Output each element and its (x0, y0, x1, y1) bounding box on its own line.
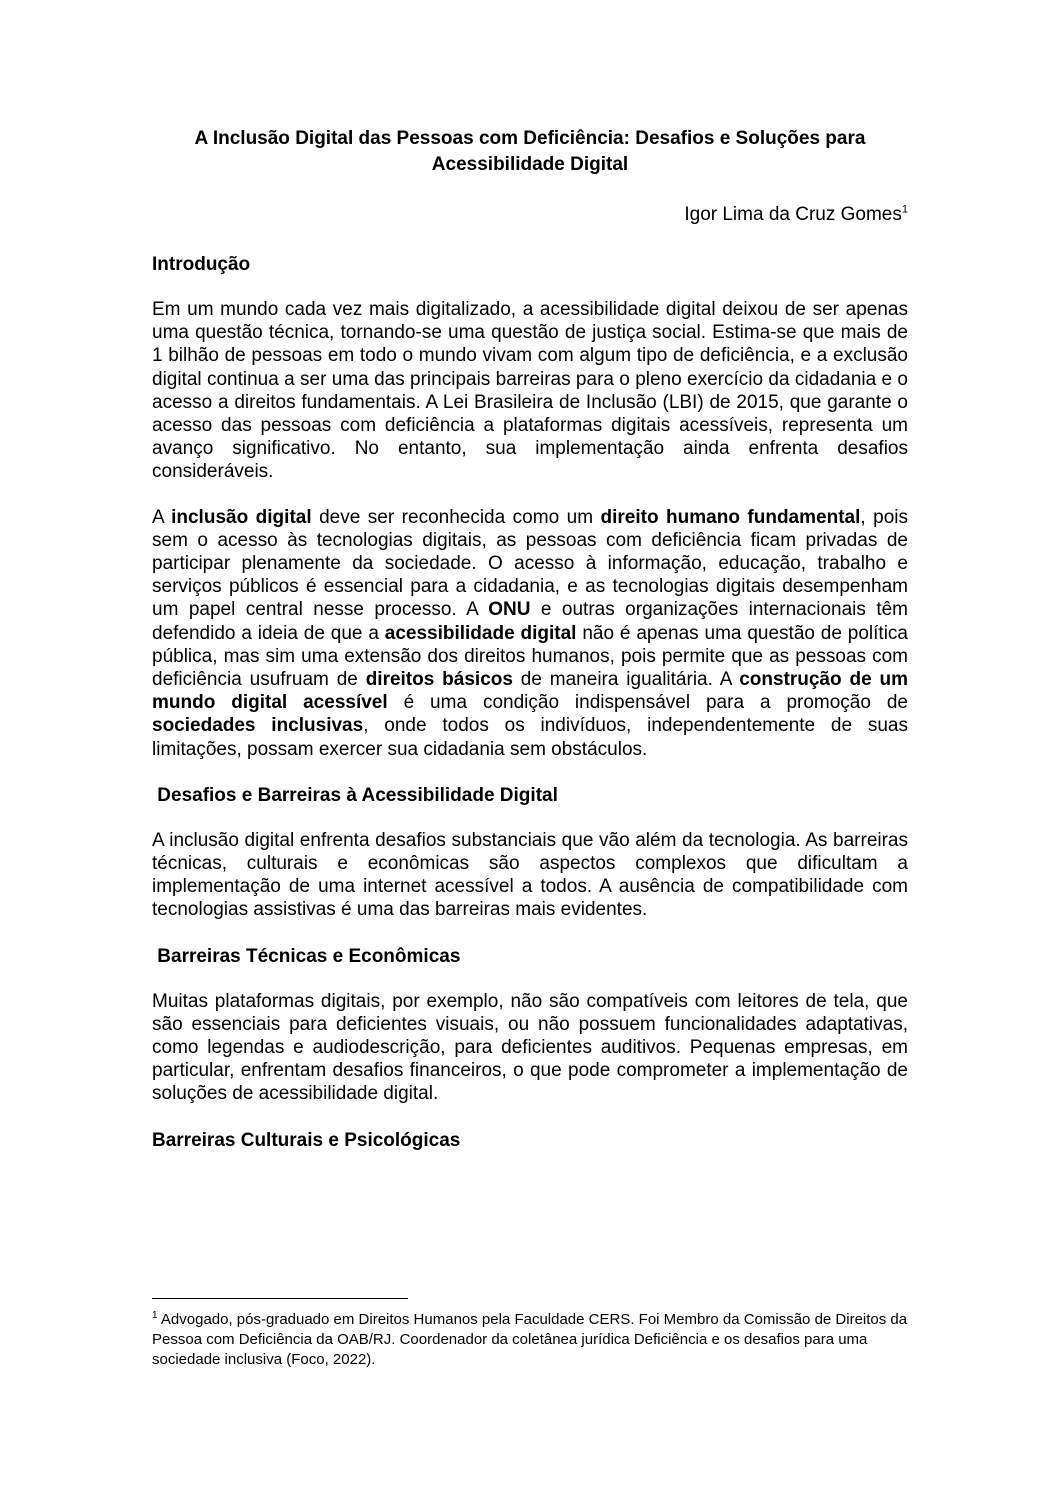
intro-paragraph-1: Em um mundo cada vez mais digitalizado, a acessibilidade digital deixou de ser apenas uma questão técnica, tornando-se uma questão de justiça social. Estima-se que mais de 1 bilhão de pessoas em todo o mundo vivam com algum tipo de deficiência, e a exclusão digital continua a ser uma das principais barreiras para o pleno exercício da cidadania e o acesso a direitos fundamentais. A Lei Brasileira de Inclusão (LBI) de 2015, que garante o acesso das pessoas com deficiência a plataformas digitais acessíveis, representa um avanço significativo. No entanto, sua implementação ainda enfrenta desafios consideráveis. (152, 299, 908, 483)
text-run: de maneira igualitária. A (512, 669, 740, 691)
bold-run: inclusão digital (171, 506, 312, 528)
bold-run: sociedades inclusivas (152, 715, 364, 737)
author-line (152, 202, 908, 228)
intro-paragraph-2 (152, 506, 908, 761)
text-run: não é apenas uma questão de política pública, mas sim uma extensão dos direitos humanos, pois permite que as pessoas com deficiência usufruam de (152, 622, 909, 691)
text-run: , pois sem o acesso às tecnologias digitais, as pessoas com deficiência ficam privadas de participar plenamente da sociedade. O acesso à informação, educação, trabalho e serviços públicos é essencial para a cidadania, e as tecnologias digitais desempenham um papel central nesse processo. A (152, 506, 908, 621)
text-run: , onde todos os indivíduos, independentemente de suas limitações, possam exercer sua cidadania sem obstáculos. (152, 715, 908, 760)
author-footnote-mark[interactable]: 1 (901, 203, 908, 216)
bold-run: acessibilidade digital (384, 622, 577, 644)
heading-text: Barreiras Técnicas e Econômicas (157, 945, 461, 967)
heading-barreiras-culturais: Barreiras Culturais e Psicológicas (152, 1129, 461, 1151)
text-run: é uma condição indispensável para a promoção de (387, 692, 908, 714)
bold-run: construção de um mundo digital acessível (152, 669, 908, 714)
footnote-text: Advogado, pós-graduado em Direitos Humanos pela Faculdade CERS. Foi Membro da Comissão de Direitos da Pessoa com Deficiência da OAB/RJ. Coordenador da coletânea jurídica Deficiência e os desafios para uma sociedade inclusiva (Foco, 2022). (152, 1311, 908, 1368)
desafios-paragraph-1: A inclusão digital enfrenta desafios substanciais que vão além da tecnologia. As barreiras técnicas, culturais e econômicas são aspectos complexos que dificultam a implementação de uma internet acessível a todos. A ausência de compatibilidade com tecnologias assistivas é uma das barreiras mais evidentes. (152, 829, 908, 921)
heading-desafios (152, 783, 908, 809)
heading-text: Desafios e Barreiras à Acessibilidade Digital (157, 784, 558, 806)
footnote-separator (152, 1298, 408, 1299)
heading-introducao: Introdução (152, 254, 251, 275)
text-run: A (152, 506, 172, 528)
tecnicas-paragraph-1: Muitas plataformas digitais, por exemplo, não são compatíveis com leitores de tela, que são essenciais para deficientes visuais, ou não possuem funcionalidades adaptativas, como legendas e audiodescrição, para deficientes auditivos. Pequenas empresas, em particular, enfrentam desafios financeiros, o que pode comprometer a implementação de soluções de acessibilidade digital. (152, 990, 908, 1105)
text-run: e outras organizações internacionais têm defendido a ideia de que a (152, 599, 908, 644)
bold-run: direitos básicos (365, 669, 513, 691)
bold-run: ONU (488, 599, 531, 621)
footnote-mark: 1 (152, 1310, 158, 1321)
author-name: Igor Lima da Cruz Gomes (684, 204, 902, 225)
heading-barreiras-tecnicas (152, 944, 908, 970)
text-run: deve ser reconhecida como um (311, 506, 601, 528)
footnote (152, 1310, 908, 1370)
document-page (152, 126, 908, 1154)
document-title: A Inclusão Digital das Pessoas com Deficiência: Desafios e Soluções para Acessibilidade Digital (194, 128, 866, 175)
bold-run: direito humano fundamental (600, 506, 861, 528)
